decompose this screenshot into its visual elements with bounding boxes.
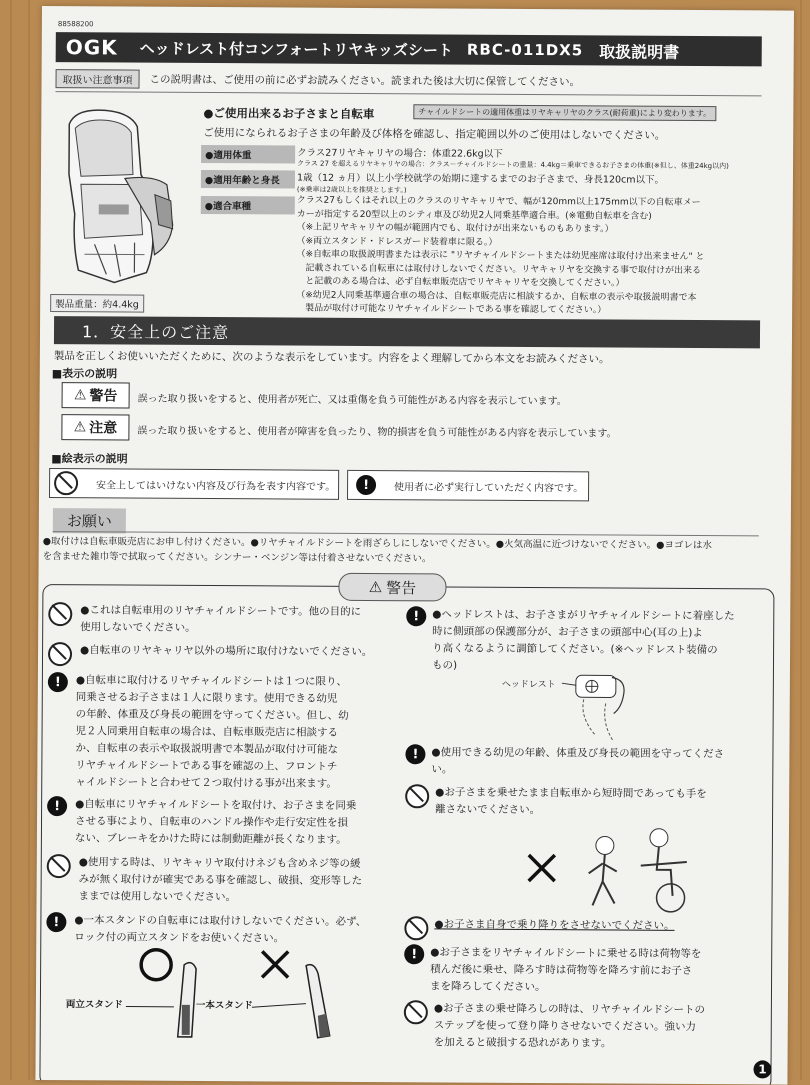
warning-item: ●お子さまを乗せたまま自転車から短時間であっても手を 離さないでください。 — [405, 784, 771, 826]
exclamation-icon: ! — [47, 796, 67, 816]
bike-line: （※自転車の取扱説明書または表示に "リヤチャイルドシートまたは幼児座席は取付け出来ません" と — [296, 249, 705, 263]
bike-line: クラス27もしくはそれ以上のクラスのリヤキャリヤで、幅が120mm以上175mm以下の自転車メー — [296, 195, 701, 209]
warning-item: ●お子さまの乗せ降ろしの時は、リヤチャイルドシートの ステップを使って登り降りさせないでください。強い力 を加えると破損する恐れがあります。 — [404, 1000, 770, 1058]
single-stand-label: 一本スタンド — [195, 999, 253, 1012]
exclamation-icon: ! — [46, 912, 66, 932]
notice-text: この説明書は、ご使用の前に必ずお読みください。読まれた後は大切に保管してください。 — [149, 73, 581, 88]
prohibited-icon — [48, 602, 72, 626]
prohibited-icon — [405, 784, 429, 808]
warning-right-column — [404, 606, 773, 1058]
warning-item: ! ●自転車にリヤチャイルドシートを取付け、お子さまを同乗 させる事により、自転車のハンドル操作や走行安定性を損 ない、ブレーキをかけた時には制動距離が長くなります。 — [47, 796, 399, 856]
bike-list — [296, 195, 767, 319]
warning-description: 誤った取り扱いをすると、使用者が死亡、又は重傷を負う可能性がある内容を表示しています。 — [137, 393, 567, 408]
pictogram-heading: ■絵表示の説明 — [51, 452, 128, 466]
section-1-header — [54, 316, 760, 348]
product-title: ヘッドレスト付コンフォートリヤキッズシート — [139, 39, 453, 60]
exclamation-icon: ! — [48, 672, 68, 692]
onegai-line-2: を含ませた雑巾等で拭取ってください。シンナー・ベンジン等は付着させないでください。 — [42, 551, 432, 565]
notice-row — [55, 68, 761, 92]
age-label: ●適用年齢と身長 — [201, 170, 295, 189]
prohibited-icon — [47, 854, 71, 878]
bike-line: 製品が取付け可能なリヤチャイルドシートである事を確認してください。） — [296, 303, 607, 316]
warning-section-badge: ⚠ 警告 — [338, 573, 446, 602]
suitable-heading: ●ご使用出来るお子さまと自転車 — [203, 105, 375, 122]
brand-logo: OGK — [65, 35, 118, 60]
child-seat-illustration — [54, 104, 193, 295]
manual-page — [35, 6, 794, 1085]
bike-line: 記載されている自転車には取付けしないでください。リヤキャリヤを交換する事で取付けが出来る — [296, 263, 702, 276]
product-weight: 製品重量：約4.4kg — [50, 294, 144, 313]
bike-line: （※両立スタンド・ドレスガード装着車に限る。） — [296, 236, 498, 248]
warning-item: ! ●自転車に取付けるリヤチャイルドシートは１つに限り、 同乗させるお子さまは１人に限ります。使用できる幼児 の年齢、体重及び身長の範囲を守ってください。但し、幼 児２人同乗用自転車の場合は、自転車販売店に相談する か、自転車の表示や取扱説明書で本製品が取付け可能な リヤチャイルドシートである事を確認の上、フロントチ ャイルドシートと合わせて２つ取付ける事が出来ます。 — [47, 672, 400, 798]
warning-item: ●自転車のリヤキャリヤ以外の場所に取付けないでください。 — [48, 642, 400, 674]
bike-line: （※幼児2人同乗基準適合車の場合は、自転車販売店に相談するか、自転車の表示や取扱説明書で本 — [296, 290, 697, 303]
warning-left-column — [46, 602, 400, 954]
warning-triangle-icon: ⚠ — [368, 578, 383, 597]
prohibited-icon — [54, 471, 78, 495]
onegai-text — [43, 534, 783, 569]
mandatory-explanation: ! 使用者に必ず実行していただく内容です。 — [347, 470, 589, 501]
section-1-intro: 製品を正しくお使いいただくために、次のような表示をしています。内容をよく理解してから本文をお読みください。 — [53, 350, 610, 366]
bike-line: カーが指定する20型以上のシティ車及び幼児2人同乗基準適合車。(※電動自転車を含む) — [296, 209, 652, 222]
title-bar — [56, 32, 762, 66]
class-note: チャイルドシートの適用体重はリヤキャリヤのクラス(耐荷重)により変わります。 — [413, 104, 716, 121]
onegai-line-1: ●取付けは自転車販売店にお申し付けください。●リヤチャイルドシートを雨ざらしにしないでください。●火気高温に近づけないでください。●ヨゴレは水 — [42, 536, 712, 552]
warning-item: ! ●お子さまをリヤチャイルドシートに乗せる時は荷物等を 積んだ後に乗せ、降ろす時は荷物等を降ろす前にお子さ まを降ろしてください。 — [404, 944, 770, 1002]
exclamation-icon: ! — [356, 475, 376, 495]
weight-line-2: クラス 27 を超えるリヤキャリヤの場合：クラス－チャイルドシートの重量：4.4kg＝乗車できるお子さまの体重(※但し、体重24kg以内) — [297, 159, 729, 171]
double-stand-label: 両立スタンド — [65, 999, 123, 1011]
warning-label-box: ⚠ 警告 — [62, 382, 130, 408]
prohibit-explanation: 安全上してはいけない内容及び行為を表す内容です。 — [49, 468, 339, 500]
prohibited-icon — [48, 642, 72, 666]
warning-item: ●これは自転車用のリヤチャイルドシートです。他の目的に 使用しないでください。 — [48, 602, 400, 640]
section-1-title: 1．安全上のご注意 — [81, 321, 230, 342]
exclamation-icon: ! — [404, 944, 424, 964]
warning-item: ! ●ヘッドレストは、お子さまがリヤチャイルドシートに着座した 時に側頭部の保護部分が、お子さまの頭部中心(耳の上)よ り高くなるように調節してください。(※ヘッドレスト装備の もの) — [406, 606, 772, 674]
headrest-illustration — [405, 672, 771, 746]
bike-line: （※上記リヤキャリヤの幅が範囲内でも、取付けが出来ないものもあります。） — [296, 222, 614, 235]
headrest-label: ヘッドレスト — [501, 679, 556, 691]
prohibited-icon — [404, 916, 428, 940]
warning-triangle-icon: ⚠ — [73, 387, 87, 404]
notice-label: 取扱い注意事項 — [56, 69, 140, 89]
prohibited-icon — [404, 1000, 428, 1024]
warning-item: ! ●一本スタンドの自転車には取付けしないでください。必ず、 ロック付の両立スタンドをお使いください。 — [46, 912, 398, 954]
bike-label: ●適合車種 — [201, 196, 295, 215]
age-line-2: (※乗車は2歳以上を推奨とします。) — [296, 185, 407, 195]
onegai-label: お願い — [53, 508, 126, 533]
divider — [55, 91, 761, 96]
display-heading: ■表示の説明 — [51, 367, 118, 381]
caution-label-box: ⚠ 注意 — [61, 414, 129, 440]
warning-item: ●お子さま自身で乗り降りをさせないでください。 — [404, 916, 770, 946]
bike-line: と記載のある場合は、必ず自転車販売店でリヤキャリヤを交換してください。） — [296, 276, 625, 289]
exclamation-icon: ! — [406, 606, 426, 626]
model-number: RBC-011DX5 — [466, 40, 584, 60]
caution-triangle-icon: ⚠ — [73, 419, 87, 436]
child-bike-illustration — [404, 824, 771, 918]
suitable-intro: ご使用になられるお子さまの年齢及び体格を確認し、指定範囲以外のご使用はしないでください。 — [203, 126, 666, 142]
page-number: 1 — [753, 1060, 771, 1078]
weight-label: ●適用体重 — [201, 145, 295, 164]
warning-item: ! ●使用できる幼児の年齢、体重及び身長の範囲を守ってくださ い。 — [405, 744, 771, 786]
exclamation-icon: ! — [405, 744, 425, 764]
warning-item: ●使用する時は、リヤキャリヤ取付けネジも含めネジ等の緩 みが無く取付けが確実である事を確認し、破損、変形等した ままでは使用しないでください。 — [46, 854, 398, 914]
weight-line-1: クラス27リヤキャリヤの場合：体重22.6kg以下 — [297, 147, 503, 160]
age-line-1: 1歳（12 ヵ月）以上小学校就学の始期に達するまでのお子さまで、身長120cm以下。 — [296, 172, 665, 186]
manual-title: 取扱説明書 — [599, 41, 680, 62]
serial-number: 88588200 — [57, 20, 94, 29]
caution-description: 誤った取り扱いをすると、使用者が障害を負ったり、物的損害を負う可能性がある内容を表示しています。 — [137, 425, 617, 440]
